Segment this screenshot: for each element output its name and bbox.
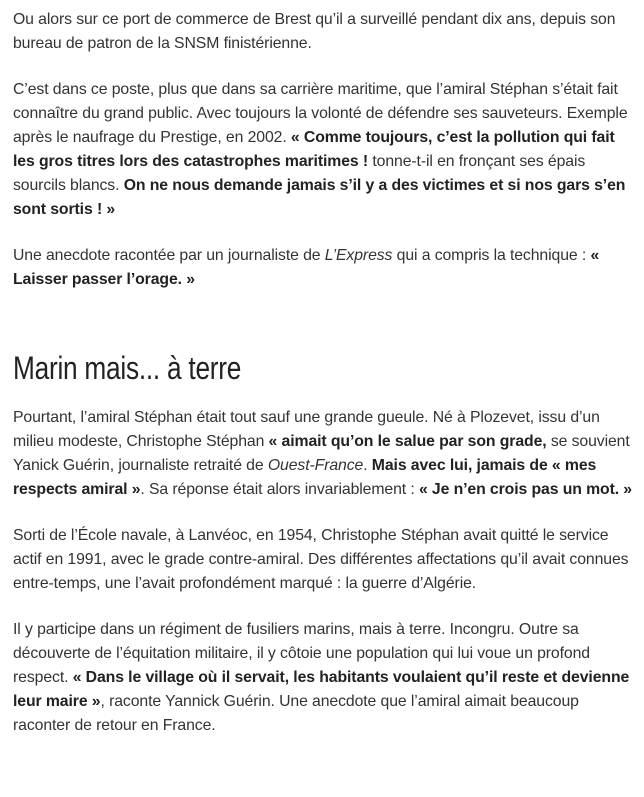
article-body [13, 8, 638, 760]
text-run: Sorti de l’École navale, à Lanvéoc, en 1954, Christophe Stéphan avait quitté le service actif en 1991, avec le grade contre-amiral. Des différentes affectations qu’il avait connues entre-temps, une l’avait profondément marqué : la guerre d’Algérie. [13, 527, 629, 592]
text-run: se souvient Yanick Guérin, journaliste retraité de [13, 433, 630, 474]
text-run: Il y participe dans un régiment de fusiliers marins, mais à terre. Incongru. Outre sa découverte de l’équitation militaire, il y côtoie une population qui lui voue un profond respect. [13, 621, 590, 686]
paragraph [13, 244, 638, 292]
paragraphs-before [13, 8, 638, 292]
italic-title: Ouest-France [267, 457, 364, 474]
bold-quote: « aimait qu’on le salue par son grade, [268, 433, 547, 450]
text-run: C’est dans ce poste, plus que dans sa carrière maritime, que l’amiral Stéphan s’était fait connaître du grand public. Avec toujours la volonté de défendre ses sauveteurs. Exemple après le naufrage du Prestige, en 2002. [13, 81, 628, 146]
paragraph [13, 8, 638, 56]
paragraph [13, 618, 638, 738]
text-run: Ou alors sur ce port de commerce de Brest qu’il a surveillé pendant dix ans, depuis son bureau de patron de la SNSM finistérienne. [13, 11, 616, 52]
bold-quote: Mais avec lui, jamais de « mes respects amiral » [13, 457, 597, 498]
bold-quote: « Comme toujours, c’est la pollution qui fait les gros titres lors des catastrophes maritimes ! [13, 129, 615, 170]
paragraphs-after [13, 406, 638, 738]
bold-quote: On ne nous demande jamais s’il y a des victimes et si nos gars s’en sont sortis ! » [13, 177, 626, 218]
bold-quote: « Je n’en crois pas un mot. » [418, 481, 632, 498]
text-run: Une anecdote racontée par un journaliste de [13, 247, 325, 264]
text-run: , raconte Yannick Guérin. Une anecdote que l’amiral aimait beaucoup raconter de retour en France. [13, 693, 579, 734]
text-run: . [363, 457, 372, 474]
italic-title: L’Express [324, 247, 393, 264]
paragraph [13, 78, 638, 222]
text-run: tonne-t-il en fronçant ses épais sourcils blancs. [13, 153, 586, 194]
text-run: Pourtant, l’amiral Stéphan était tout sauf une grande gueule. Né à Plozevet, issu d’un milieu modeste, Christophe Stéphan [13, 409, 600, 450]
paragraph [13, 524, 638, 596]
bold-quote: « Laisser passer l’orage. » [13, 247, 600, 288]
section-heading: Marin mais... à terre [13, 350, 242, 386]
text-run: . Sa réponse était alors invariablement : [140, 481, 419, 498]
text-run: qui a compris la technique : [392, 247, 591, 264]
paragraph [13, 406, 638, 502]
bold-quote: « Dans le village où il servait, les habitants voulaient qu’il reste et devienne leur maire » [13, 669, 630, 710]
